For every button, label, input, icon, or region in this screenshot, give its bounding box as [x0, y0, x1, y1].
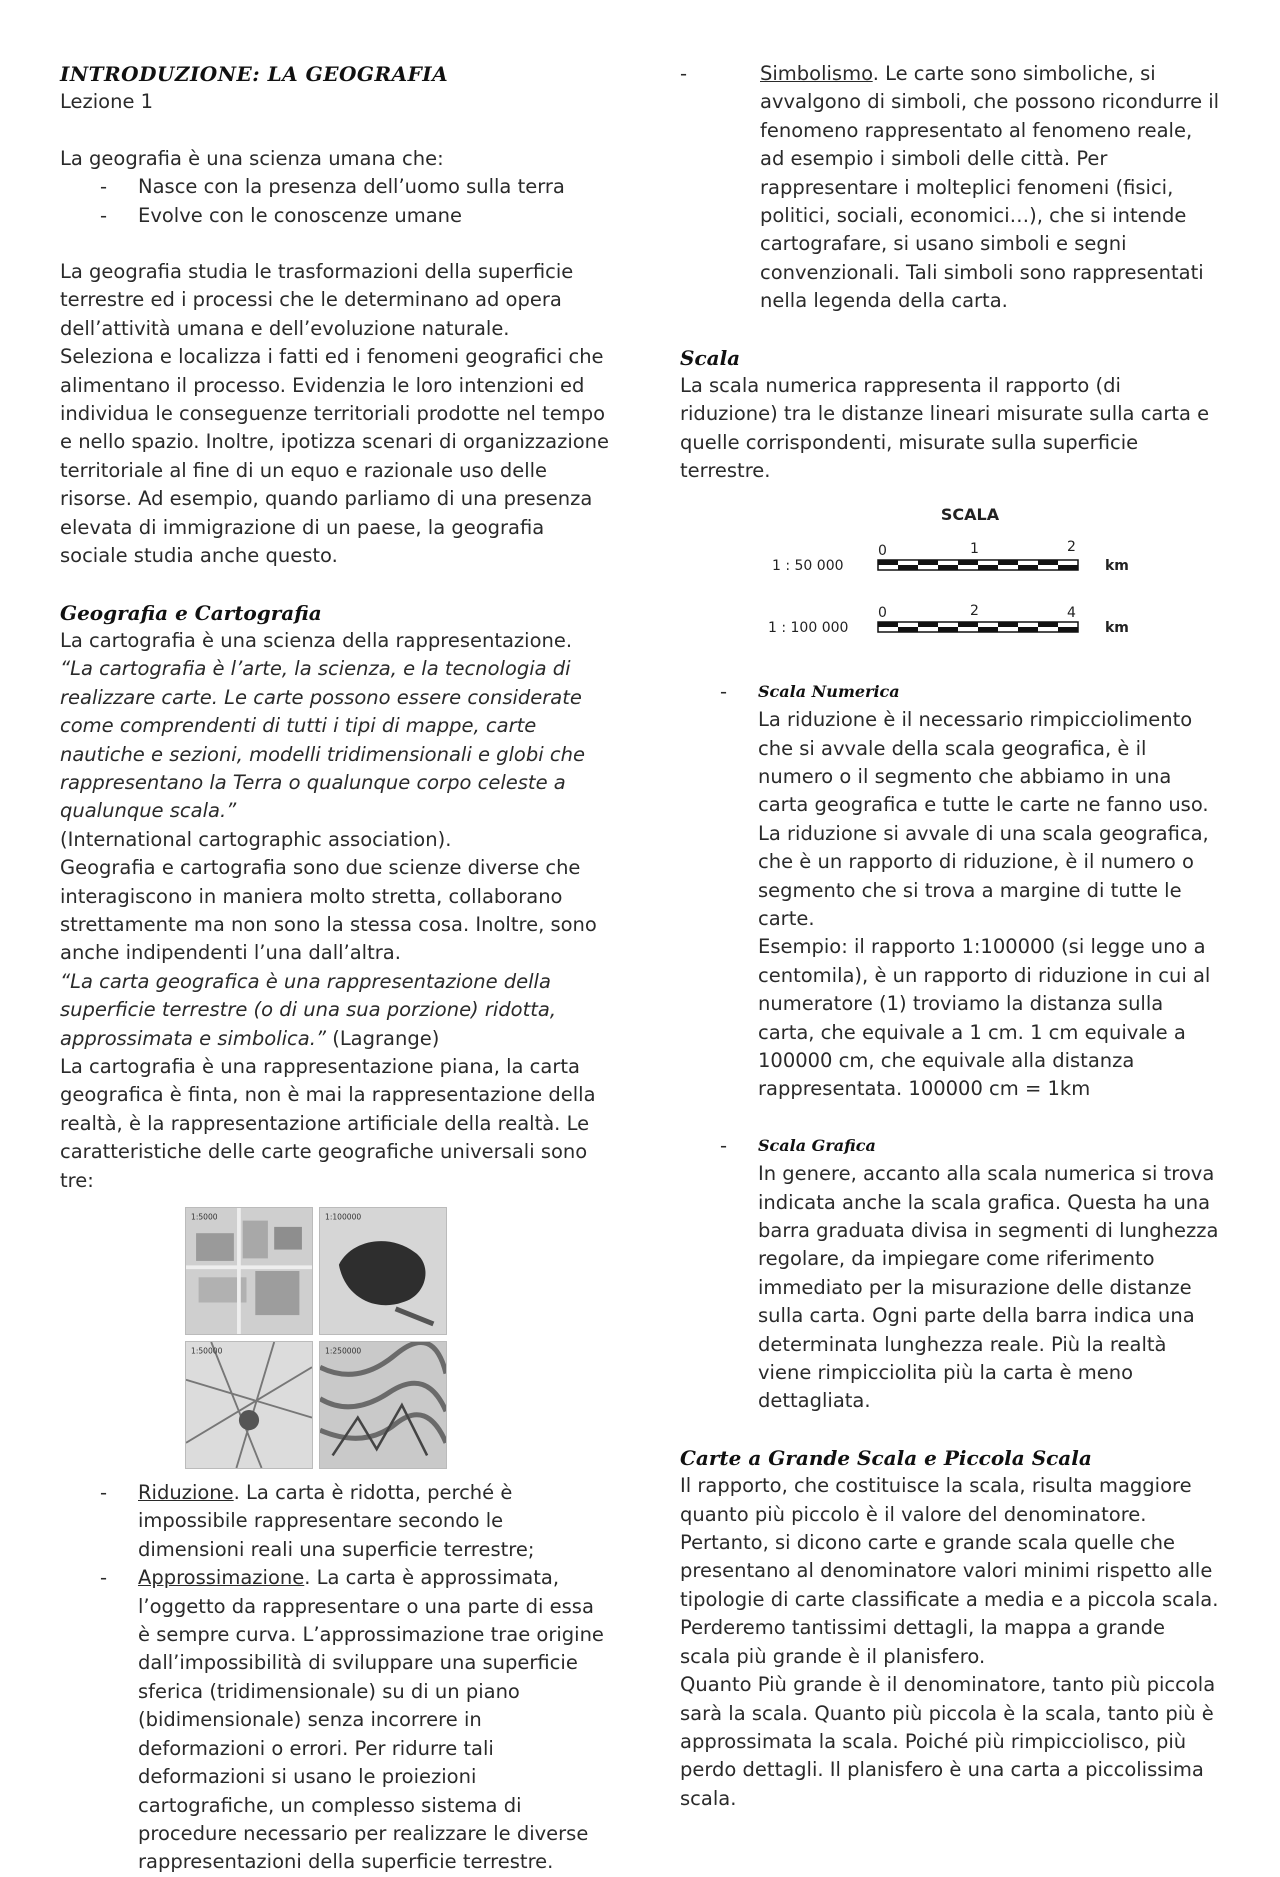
map-scale-label: 1:5000	[191, 1212, 218, 1222]
features-list	[60, 1479, 610, 1877]
scale-unit: km	[1105, 557, 1129, 574]
term-text: . Le carte sono simboliche, si avvalgono di simboli, che possono ricondurre il fenomeno rappresentato al fenomeno reale, ad esempio i simboli delle città. Per rappresentare i molteplici fenomeni (fisici, politici, sociali, economici…), che si intende cartografare, si usano simboli e segni convenzionali. Tali simboli sono rappresentati nella legenda della carta.	[760, 62, 1220, 313]
quote-text: “La carta geografica è una rappresentazione della superficie terrestre (o di una sua porzione) ridotta, approssimata e simbolica.”	[60, 969, 557, 1050]
intro-lead: La geografia è una scienza umana che:	[60, 146, 444, 170]
list-item-scala-numerica	[720, 678, 1220, 1104]
quote-source: (Lagrange)	[326, 1026, 440, 1050]
scale-tick: 1	[970, 540, 979, 557]
term: Riduzione	[138, 1481, 234, 1505]
map-examples-figure	[185, 1207, 447, 1469]
list-item-simbolismo	[680, 60, 1220, 316]
scale-tick: 2	[970, 602, 979, 619]
section-heading-carte: Carte a Grande Scala e Piccola Scala	[680, 1445, 1092, 1470]
scale-unit: km	[1105, 619, 1129, 636]
features-list-continued	[680, 60, 1220, 316]
paragraph: La riduzione si avvale di una scala geografica, che è un rapporto di riduzione, è il numero o segmento che si trova a margine di tutte le carte.	[758, 821, 1209, 930]
map-scale-label: 1:50000	[191, 1346, 223, 1356]
section-heading-geo-carto: Geografia e Cartografia	[60, 600, 322, 625]
list-item-approssimazione	[100, 1564, 610, 1876]
list-item-scala-grafica	[720, 1132, 1220, 1416]
scale-types-list	[680, 678, 1220, 1416]
term-text: . La carta è ridotta, perché è impossibile rappresentare secondo le dimensioni reali una superficie terrestre;	[138, 1481, 535, 1561]
list-item: - Nasce con la presenza dell’uomo sulla terra	[100, 173, 610, 201]
paragraph: Quanto Più grande è il denominatore, tanto più piccola sarà la scala. Quanto più piccola è la scala, tanto più è approssimata la scala. Poiché più rimpicciolisco, più perdo dettagli. Il planisfero è una carta a piccolissima scala.	[680, 1673, 1216, 1810]
section-heading-scala: Scala	[680, 345, 741, 370]
term: Approssimazione	[138, 1566, 305, 1590]
scale-ratio: 1 : 100 000	[768, 619, 849, 636]
quote-ica: “La cartografia è l’arte, la scienza, e la tecnologia di realizzare carte. Le carte possono essere considerate come comprendenti di tutti i tipi di mappe, carte nautiche e sezioni, modelli tridimensionali e globi che rappresentano la Terra o qualunque corpo celeste a qualunque scala.”	[60, 657, 585, 823]
scale-tick: 2	[1067, 538, 1076, 555]
scale-tick: 4	[1067, 604, 1076, 621]
scale-tick: 0	[878, 542, 887, 559]
paragraph: Il rapporto, che costituisce la scala, risulta maggiore quanto più piccolo è il valore del denominatore. Pertanto, si dicono carte e grande scala quelle che presentano al denominatore valori minimi rispetto alle tipologie di carte classificate a media e a piccola scala. Perderemo tantissimi dettagli, la mappa a grande scala più grande è il planisfero.	[680, 1474, 1219, 1668]
quote-lagrange	[60, 968, 610, 1053]
paragraph: La cartografia è una rappresentazione piana, la carta geografica è finta, non è mai la rappresentazione della realtà, è la rappresentazione artificiale della realtà. Le caratteristiche delle carte geografiche universali sono tre:	[60, 1055, 596, 1192]
list-item-riduzione	[100, 1479, 610, 1564]
scale-bar-figure	[760, 500, 1180, 650]
term-text: . La carta è approssimata, l’oggetto da rappresentare o una parte di essa è sempre curva. L’approssimazione trae origine dall’impossibilità di sviluppare una superficie sferica (tridimensionale) su di un piano (bidimensionale) senza incorrere in deformazioni o errori. Per ridurre tali deformazioni si usano le proiezioni cartografiche, un complesso sistema di procedure necessario per realizzare le diverse rappresentazioni della superficie terrestre.	[138, 1566, 604, 1874]
list-item: - Evolve con le conoscenze umane	[100, 202, 610, 230]
map-scale-label: 1:100000	[325, 1212, 362, 1222]
map-tile-city	[185, 1207, 313, 1335]
scale-tick: 0	[878, 604, 887, 621]
paragraph: La riduzione è il necessario rimpicciolimento che si avvale della scala geografica, è il numero o il segmento che abbiamo in una carta geografica e tutte le carte ne fanno uso.	[758, 708, 1209, 817]
map-tile-venice	[319, 1207, 447, 1335]
paragraph: Esempio: il rapporto 1:100000 (si legge uno a centomila), è un rapporto di riduzione in cui al numeratore (1) troviamo la distanza sulla carta, che equivale a 1 cm. 1 cm equivale a 100000 cm, che equivale alla distanza rappresentata. 100000 cm = 1km	[758, 935, 1211, 1101]
lesson-label: Lezione 1	[60, 90, 154, 114]
subheading: - Scala Numerica	[758, 681, 900, 701]
map-tile-relief	[319, 1341, 447, 1469]
intro-paragraph: La geografia studia le trasformazioni della superficie terrestre ed i processi che le determinano ad opera dell’attività umana e dell’evoluzione naturale.	[60, 260, 574, 340]
intro-list	[60, 173, 610, 230]
map-tile-region	[185, 1341, 313, 1469]
right-column	[680, 60, 1220, 1813]
paragraph: La scala numerica rappresenta il rapporto (di riduzione) tra le distanze lineari misurate sulla carta e quelle corrispondenti, misurate sulla superficie terrestre.	[680, 374, 1210, 483]
scale-bar-1	[878, 560, 1078, 570]
page-title: INTRODUZIONE: LA GEOGRAFIA	[60, 62, 449, 86]
left-column	[60, 60, 610, 1877]
paragraph: La cartografia è una scienza della rappresentazione.	[60, 628, 573, 652]
scale-bar-2	[878, 622, 1078, 632]
scale-ratio: 1 : 50 000	[772, 557, 844, 574]
paragraph: Geografia e cartografia sono due scienze diverse che interagiscono in maniera molto stretta, collaborano strettamente ma non sono la stessa cosa. Inoltre, sono anche indipendenti l’una dall’altra.	[60, 856, 597, 965]
map-scale-label: 1:250000	[325, 1346, 362, 1356]
quote-source: (International cartographic association).	[60, 827, 452, 851]
paragraph: In genere, accanto alla scala numerica si trova indicata anche la scala grafica. Questa ha una barra graduata divisa in segmenti di lunghezza regolare, da impiegare come riferimento immediato per la misurazione delle distanze sulla carta. Ogni parte della barra indica una determinata lunghezza reale. Più la realtà viene rimpicciolita più la carta è meno dettagliata.	[758, 1162, 1219, 1413]
subheading: - Scala Grafica	[758, 1135, 876, 1155]
intro-paragraph: Seleziona e localizza i fatti ed i fenomeni geografici che alimentano il processo. Evidenzia le loro intenzioni ed individua le conseguenze territoriali prodotte nel tempo e nello spazio. Inoltre, ipotizza scenari di organizzazione territoriale al fine di un equo e razionale uso delle risorse. Ad esempio, quando parliamo di una presenza elevata di immigrazione di un paese, la geografia sociale studia anche questo.	[60, 345, 610, 568]
term: Simbolismo	[760, 62, 873, 85]
scale-figure-title: SCALA	[940, 504, 1000, 524]
